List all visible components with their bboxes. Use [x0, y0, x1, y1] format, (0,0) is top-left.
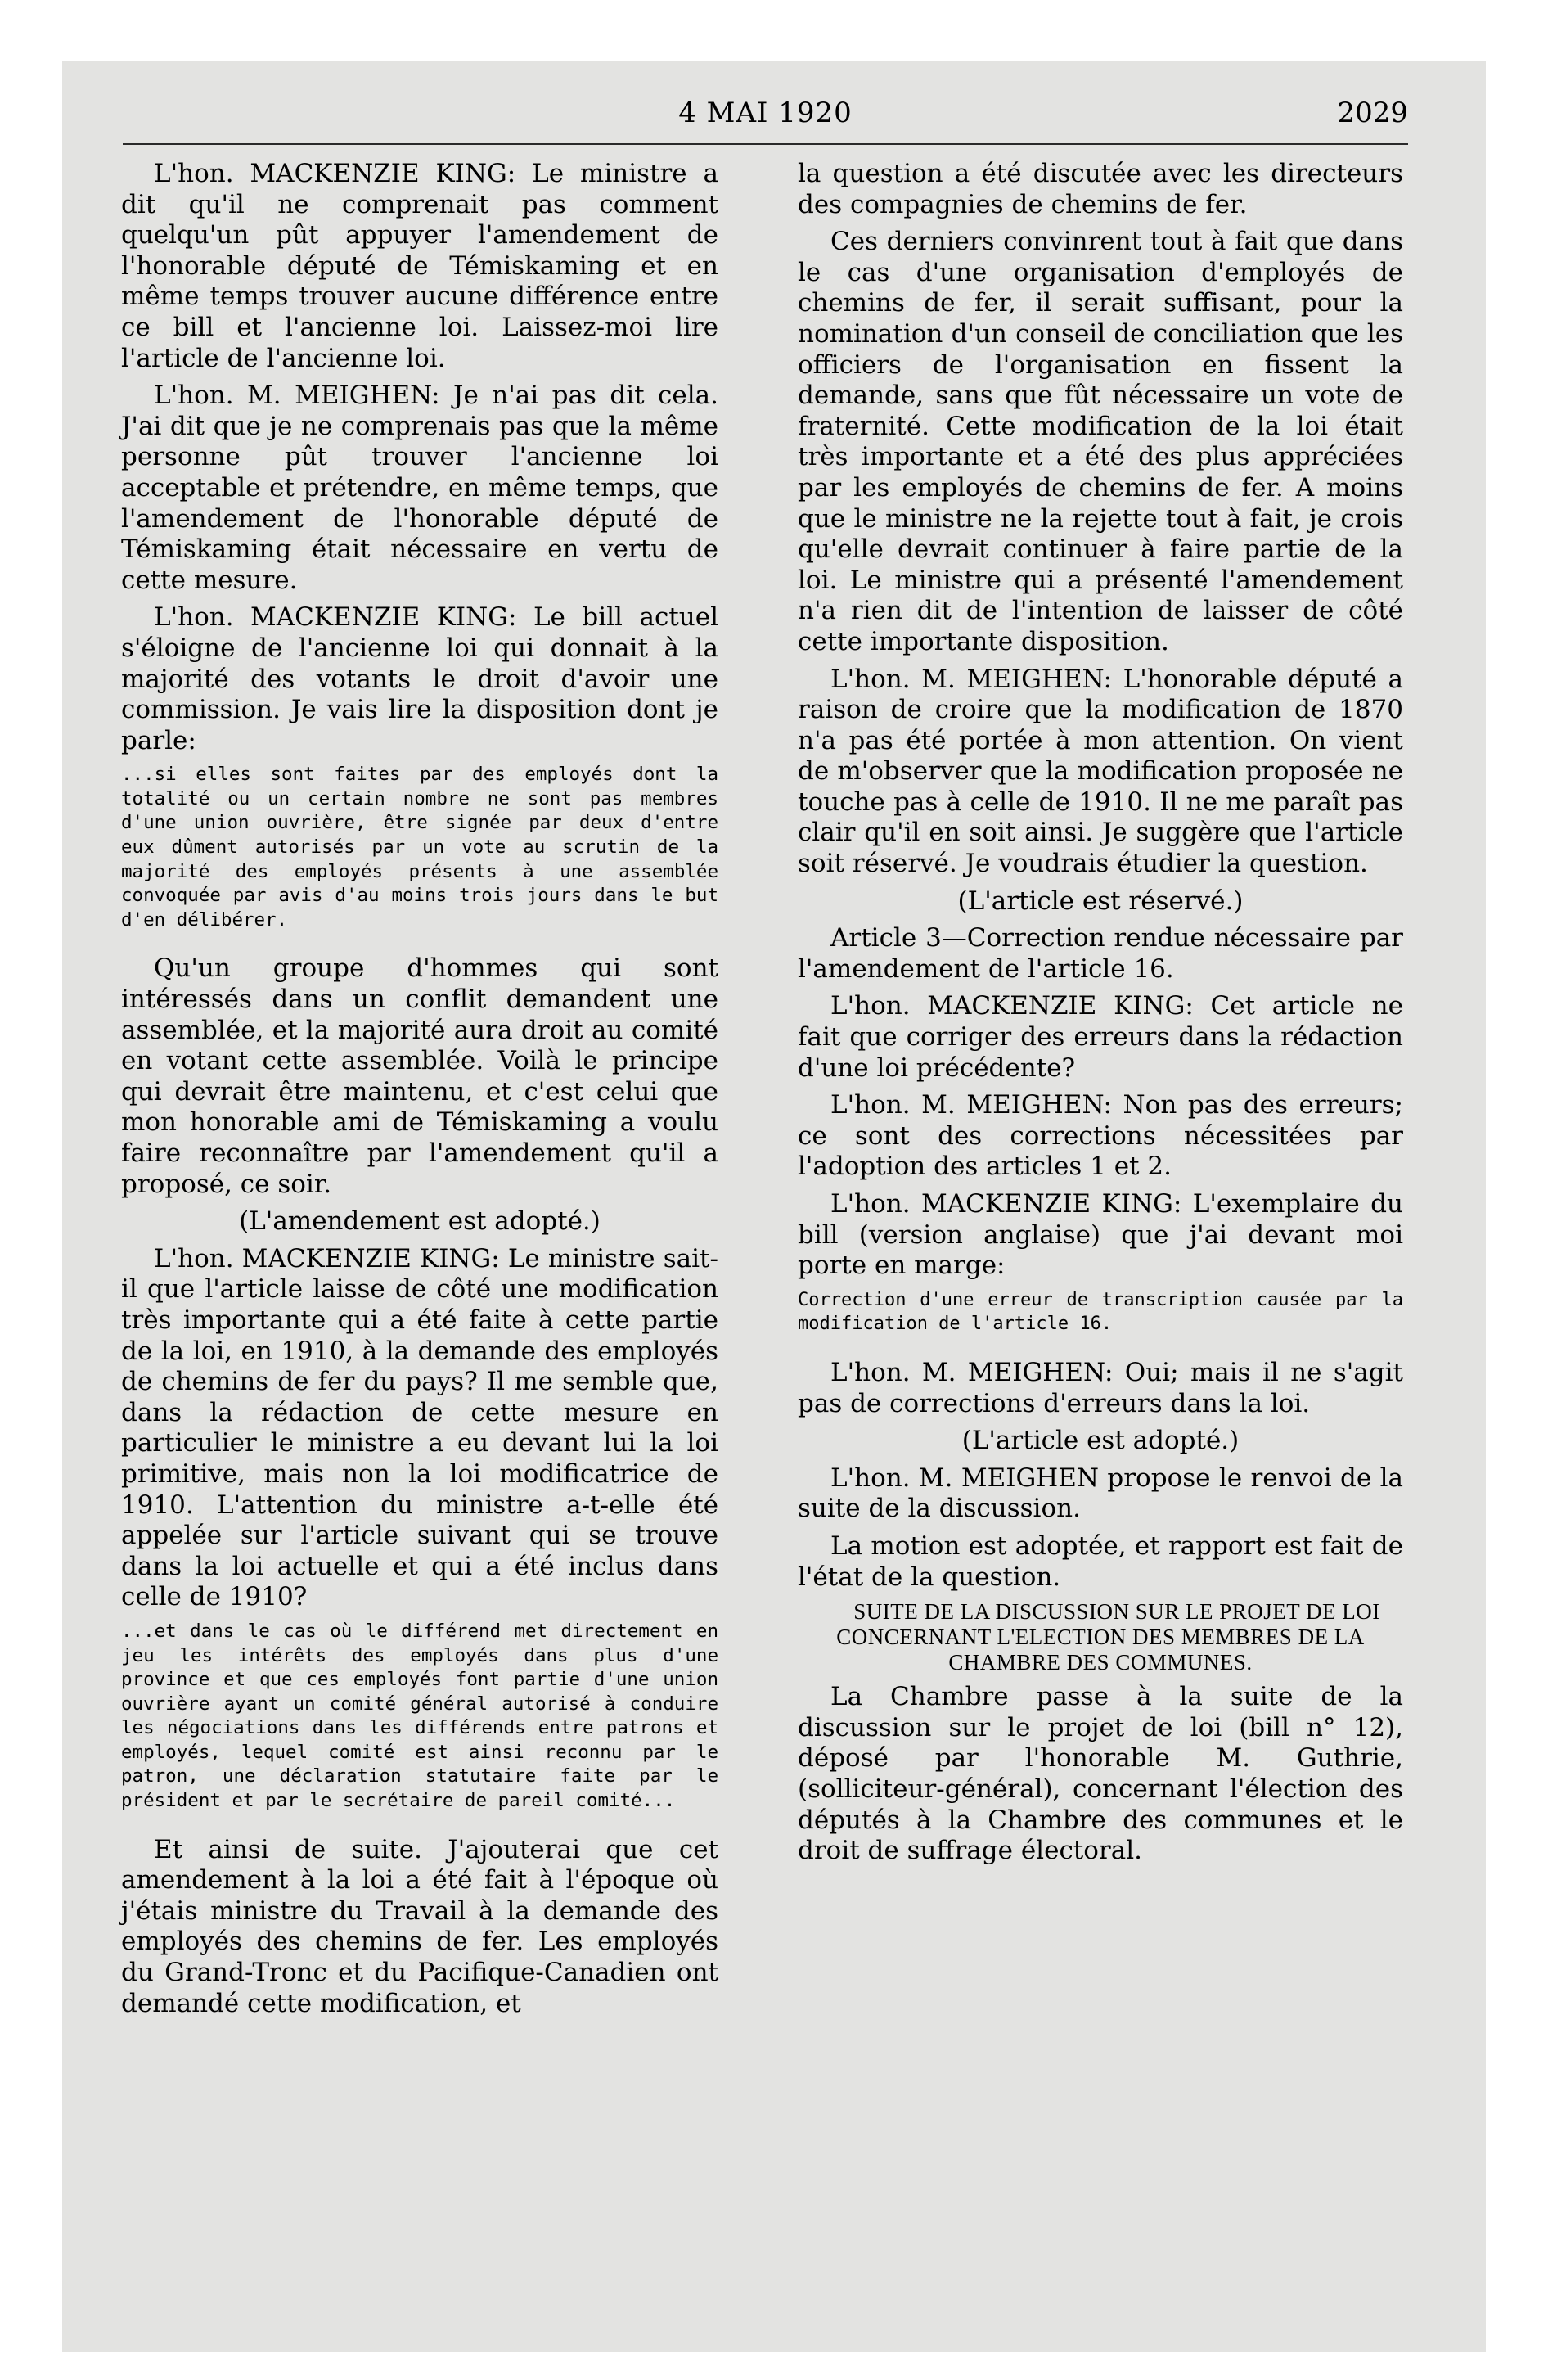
paragraph: Et ainsi de suite. J'ajouterai que cet amendement à la loi a été fait à l'époque où j'étais ministre du Travail à la demande des employés des chemins de fer. Les employés du Grand-Tronc et du Pacifique-Canadien ont demandé cette modification, et	[121, 1834, 718, 2018]
paragraph: L'hon. M. MEIGHEN propose le renvoi de la suite de la discussion.	[798, 1463, 1403, 1524]
paragraph: la question a été discutée avec les directeurs des compagnies de chemins de fer.	[798, 159, 1403, 219]
quoted-text: ...et dans le cas où le différend met directement en jeu les intérêts des employés dans plus d'une province et que ces employés font partie d'une union ouvrière ayant un comité général autorisé à conduire les négociations dans les différends entre patrons et employés, lequel comité est ainsi reconnu par le patron, une déclaration statutaire faite par le président et par le secrétaire de pareil comité...	[121, 1620, 718, 1812]
paragraph: (L'article est adopté.)	[961, 1426, 1240, 1456]
paragraph: La Chambre passe à la suite de la discussion sur le projet de loi (bill n° 12), déposé par l'honorable M. Guthrie, (solliciteur-général), concernant l'élection des députés à la Chambre des communes et le droit de suffrage électoral.	[798, 1682, 1403, 1866]
paragraph: L'hon. M. MEIGHEN: Oui; mais il ne s'agit pas de corrections d'erreurs dans la loi.	[798, 1357, 1403, 1418]
paragraph: (L'article est réservé.)	[957, 886, 1244, 916]
paragraph: L'hon. MACKENZIE KING: Le ministre sait-il que l'article laisse de côté une modification très importante qui a été faite à cette partie de la loi, en 1910, à la demande des employés de chemins de fer du pays? Il me semble que, dans la rédaction de cette mesure en particulier le ministre a eu devant lui la loi primitive, mais non la loi modificatrice de 1910. L'attention du ministre a-t-elle été appelée sur l'article suivant qui se trouve dans la loi actuelle et qui a été inclus dans celle de 1910?	[121, 1243, 718, 1612]
paragraph: Qu'un groupe d'hommes qui sont intéressés dans un conflit demandent une assemblée, et la majorité aura droit au comité en votant cette assemblée. Voilà le principe qui devrait être maintenu, et c'est celui que mon honorable ami de Témiskaming a voulu faire reconnaître par l'amendement qu'il a proposé, ce soir.	[121, 953, 718, 1199]
quoted-text: Correction d'une erreur de transcription causée par la modification de l'article 16.	[798, 1289, 1403, 1335]
section-title: SUITE DE LA DISCUSSION SUR LE PROJET DE LOI CONCERNANT L'ELECTION DES MEMBRES DE LA CHAMBRE DES COMMUNES.	[836, 1599, 1380, 1675]
paragraph: Ces derniers convinrent tout à fait que dans le cas d'une organisation d'employés de chemins de fer, il serait suffisant, pour la nomination d'un conseil de conciliation que les officiers de l'organisation en fissent la demande, sans que fût nécessaire un vote de fraternité. Cette modification de la loi était très importante et a été des plus appréciées par les employés de chemins de fer. A moins que le ministre ne la rejette tout à fait, je crois qu'elle devrait continuer à faire partie de la loi. Le ministre qui a présenté l'amendement n'a rien dit de l'intention de laisser de côté cette importante disposition.	[798, 227, 1403, 656]
paragraph: L'hon. M. MEIGHEN: Non pas des erreurs; ce sont des corrections nécessitées par l'adoption des articles 1 et 2.	[798, 1090, 1403, 1182]
paragraph: L'hon. M. MEIGHEN: L'honorable député a raison de croire que la modification de 1870 n'a pas été portée à mon attention. On vient de m'observer que la modification proposée ne touche pas à celle de 1910. Il ne me paraît pas clair qu'il en soit ainsi. Je suggère que l'article soit réservé. Je voudrais étudier la question.	[798, 664, 1403, 879]
page-number: 2029	[1337, 97, 1408, 129]
page-date: 4 MAI 1920	[678, 97, 853, 129]
left-column	[121, 159, 718, 2026]
page-header	[123, 97, 1408, 133]
paragraph: L'hon. MACKENZIE KING: Le bill actuel s'éloigne de l'ancienne loi qui donnait à la majorité des votants le droit d'avoir une commission. Je vais lire la disposition dont je parle:	[121, 602, 718, 755]
quoted-text: ...si elles sont faites par des employés dont la totalité ou un certain nombre ne sont pas membres d'une union ouvrière, être signée par deux d'entre eux dûment autorisés par un vote au scrutin de la majorité des employés présents à une assemblée convoquée par avis d'au moins trois jours dans le but d'en délibérer.	[121, 764, 718, 931]
paragraph: L'hon. MACKENZIE KING: Le ministre a dit qu'il ne comprenait pas comment quelqu'un pût appuyer l'amendement de l'honorable député de Témiskaming et en même temps trouver aucune différence entre ce bill et l'ancienne loi. Laissez-moi lire l'article de l'ancienne loi.	[121, 159, 718, 373]
paragraph: La motion est adoptée, et rapport est fait de l'état de la question.	[798, 1530, 1403, 1592]
paragraph: Article 3—Correction rendue nécessaire par l'amendement de l'article 16.	[798, 923, 1403, 984]
right-column	[798, 159, 1403, 1873]
paragraph: L'hon. MACKENZIE KING: Cet article ne fait que corriger des erreurs dans la rédaction d'une loi précédente?	[798, 991, 1403, 1083]
paragraph: (L'amendement est adopté.)	[239, 1206, 601, 1237]
paragraph: L'hon. M. MEIGHEN: Je n'ai pas dit cela. J'ai dit que je ne comprenais pas que la même personne pût trouver l'ancienne loi acceptable et prétendre, en même temps, que l'amendement de l'honorable député de Témiskaming était nécessaire en vertu de cette mesure.	[121, 381, 718, 595]
paragraph: L'hon. MACKENZIE KING: L'exemplaire du bill (version anglaise) que j'ai devant moi porte en marge:	[798, 1189, 1403, 1281]
header-rule	[123, 143, 1408, 145]
